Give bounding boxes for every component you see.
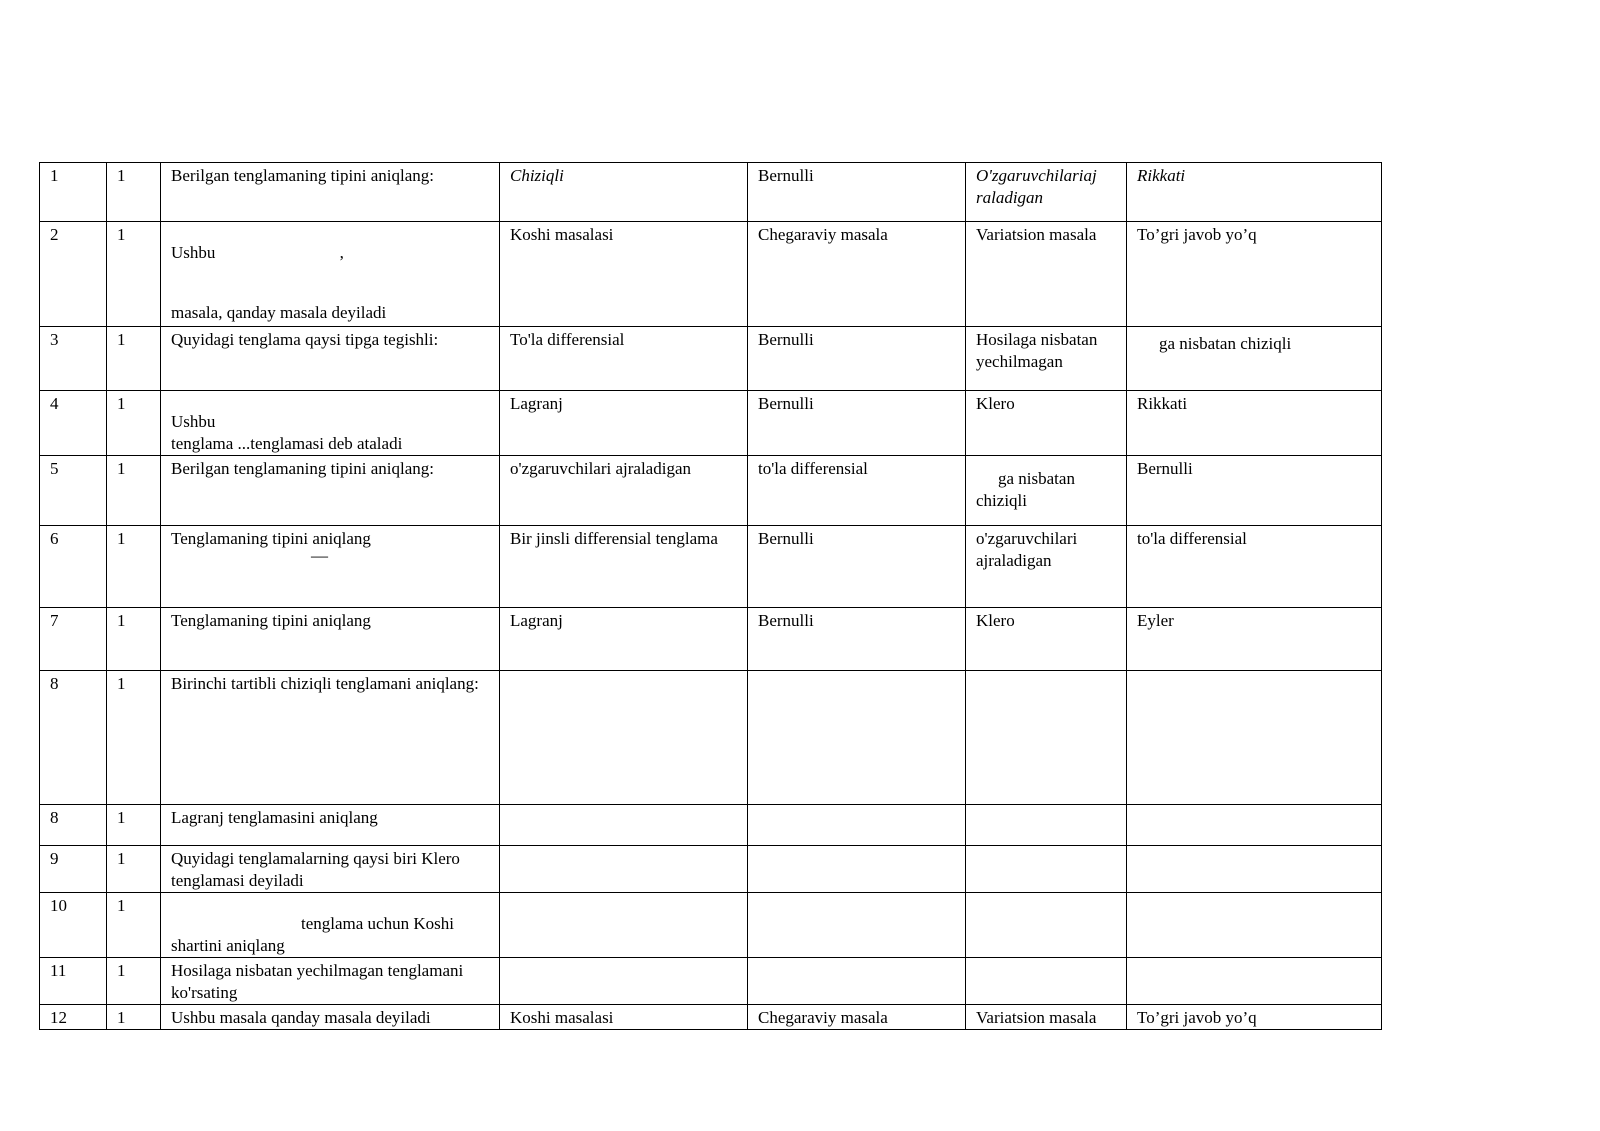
answer-a [500, 958, 748, 1005]
question-cell [161, 893, 500, 958]
answer-d: Bernulli [1127, 456, 1382, 526]
answer-d: Rikkati [1127, 163, 1382, 222]
row-number: 8 [40, 671, 107, 805]
row-number: 1 [40, 163, 107, 222]
row-number: 6 [40, 526, 107, 608]
question-tail: tenglama ...tenglamasi deb ataladi [171, 434, 403, 453]
row-points: 1 [107, 805, 161, 846]
table-row [40, 958, 1382, 1005]
answer-a [500, 805, 748, 846]
answer-d: To’gri javob yo’q [1127, 222, 1382, 327]
table-row [40, 608, 1382, 671]
question-cell [161, 526, 500, 608]
answer-d [1127, 958, 1382, 1005]
answer-c [966, 671, 1127, 805]
answer-d [1127, 327, 1382, 391]
question-text: Tenglamaning tipini aniqlang [171, 529, 371, 548]
answer-d [1127, 805, 1382, 846]
answer-b [748, 958, 966, 1005]
question-cell: Quyidagi tenglamalarning qaysi biri Klero tenglamasi deyiladi [161, 846, 500, 893]
answer-d-text: ga nisbatan chiziqli [1159, 334, 1292, 353]
answer-c: Hosilaga nisbatan yechilmagan [966, 327, 1127, 391]
row-points: 1 [107, 608, 161, 671]
answer-c: o'zgaruvchilari ajraladigan [966, 526, 1127, 608]
row-points: 1 [107, 893, 161, 958]
answer-a: Lagranj [500, 391, 748, 456]
row-points: 1 [107, 456, 161, 526]
answer-a: Bir jinsli differensial tenglama [500, 526, 748, 608]
row-number: 4 [40, 391, 107, 456]
row-points: 1 [107, 526, 161, 608]
table-row [40, 893, 1382, 958]
answer-b: Bernulli [748, 327, 966, 391]
answer-d: Eyler [1127, 608, 1382, 671]
answer-d: Rikkati [1127, 391, 1382, 456]
row-number: 10 [40, 893, 107, 958]
row-number: 12 [40, 1005, 107, 1030]
table-row [40, 1005, 1382, 1030]
row-number: 8 [40, 805, 107, 846]
answer-b: Bernulli [748, 608, 966, 671]
question-comma: , [339, 243, 344, 262]
row-points: 1 [107, 671, 161, 805]
row-points: 1 [107, 163, 161, 222]
question-cell: Hosilaga nisbatan yechilmagan tenglamani ko'rsating [161, 958, 500, 1005]
question-cell: Ushbu masala qanday masala deyiladi [161, 1005, 500, 1030]
table-row [40, 222, 1382, 327]
answer-b [748, 893, 966, 958]
row-points: 1 [107, 391, 161, 456]
answer-b: Chegaraviy masala [748, 1005, 966, 1030]
table-row [40, 327, 1382, 391]
answer-c: O'zgaruvchilariaj raladigan [966, 163, 1127, 222]
answer-a: o'zgaruvchilari ajraladigan [500, 456, 748, 526]
answer-b [748, 846, 966, 893]
answer-c: Variatsion masala [966, 1005, 1127, 1030]
answer-b: Bernulli [748, 526, 966, 608]
fraction-bar: — [311, 546, 328, 565]
question-cell: Lagranj tenglamasini aniqlang [161, 805, 500, 846]
table-row [40, 671, 1382, 805]
answer-a [500, 893, 748, 958]
table-row [40, 391, 1382, 456]
answer-c [966, 958, 1127, 1005]
row-points: 1 [107, 222, 161, 327]
answer-b: Bernulli [748, 163, 966, 222]
question-cell: Berilgan tenglamaning tipini aniqlang: [161, 163, 500, 222]
row-number: 11 [40, 958, 107, 1005]
answer-a: Lagranj [500, 608, 748, 671]
table-row [40, 846, 1382, 893]
answer-c: Klero [966, 608, 1127, 671]
answer-a [500, 671, 748, 805]
answer-c: Klero [966, 391, 1127, 456]
question-cell [161, 222, 500, 327]
row-number: 7 [40, 608, 107, 671]
answer-d [1127, 846, 1382, 893]
question-tail: shartini aniqlang [171, 936, 285, 955]
row-number: 2 [40, 222, 107, 327]
answer-a [500, 846, 748, 893]
question-cell: Tenglamaning tipini aniqlang [161, 608, 500, 671]
answer-c [966, 846, 1127, 893]
question-tail: masala, qanday masala deyiladi [171, 303, 387, 322]
answer-c [966, 893, 1127, 958]
answer-a: Chiziqli [500, 163, 748, 222]
table-row [40, 805, 1382, 846]
row-points: 1 [107, 327, 161, 391]
question-cell [161, 391, 500, 456]
answer-a: Koshi masalasi [500, 222, 748, 327]
table-row [40, 163, 1382, 222]
question-lead: tenglama uchun Koshi [301, 914, 454, 933]
question-lead: Ushbu [171, 412, 216, 431]
answer-c: Variatsion masala [966, 222, 1127, 327]
answer-b: Chegaraviy masala [748, 222, 966, 327]
question-lead: Ushbu [171, 243, 216, 262]
row-number: 3 [40, 327, 107, 391]
answer-c-text: ga nisbatan chiziqli [976, 469, 1075, 510]
answer-d [1127, 671, 1382, 805]
question-cell: Birinchi tartibli chiziqli tenglamani aniqlang: [161, 671, 500, 805]
table-row [40, 456, 1382, 526]
question-cell: Quyidagi tenglama qaysi tipga tegishli: [161, 327, 500, 391]
row-points: 1 [107, 1005, 161, 1030]
row-points: 1 [107, 846, 161, 893]
answer-b [748, 671, 966, 805]
answer-b: Bernulli [748, 391, 966, 456]
row-number: 9 [40, 846, 107, 893]
question-cell: Berilgan tenglamaning tipini aniqlang: [161, 456, 500, 526]
answer-a: Koshi masalasi [500, 1005, 748, 1030]
table-row [40, 526, 1382, 608]
answer-d [1127, 893, 1382, 958]
answer-d: to'la differensial [1127, 526, 1382, 608]
row-number: 5 [40, 456, 107, 526]
answer-c [966, 456, 1127, 526]
answer-b: to'la differensial [748, 456, 966, 526]
answer-d: To’gri javob yo’q [1127, 1005, 1382, 1030]
answer-b [748, 805, 966, 846]
quiz-table [39, 162, 1382, 1030]
row-points: 1 [107, 958, 161, 1005]
answer-c [966, 805, 1127, 846]
answer-a: To'la differensial [500, 327, 748, 391]
